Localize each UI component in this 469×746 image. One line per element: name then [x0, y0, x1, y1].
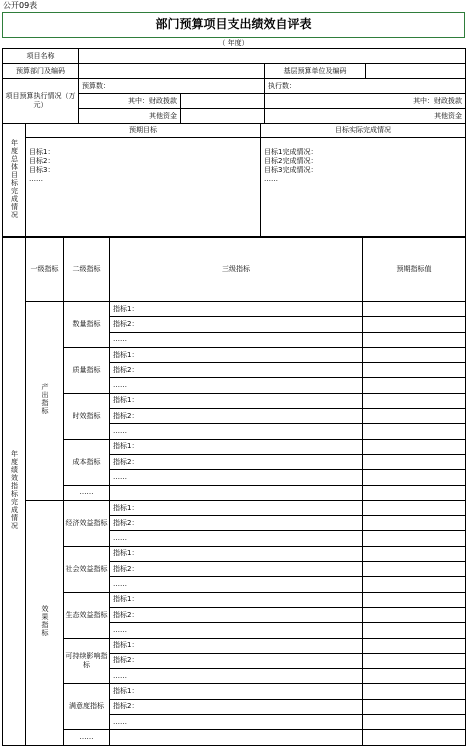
expected-value-cell	[363, 653, 466, 668]
level3-indicator: 指标1：	[110, 393, 363, 408]
level2-extra: ……	[64, 730, 110, 745]
level3-header: 三级指标	[110, 238, 363, 302]
goals-side-text: 年度总体目标完成情况	[10, 138, 19, 219]
level1-output	[26, 302, 64, 501]
actual-header: 目标实际完成情况	[261, 124, 466, 138]
level3-indicator: ……	[110, 332, 363, 347]
project-name-value	[79, 49, 466, 64]
expected-value-cell	[363, 531, 466, 546]
level3-indicator: 指标2：	[110, 409, 363, 424]
expected-header: 预期目标	[26, 124, 261, 138]
level3-indicator: 指标2：	[110, 516, 363, 531]
level2-indicator: 生态效益指标	[64, 592, 110, 638]
level3-extra	[110, 485, 363, 500]
exec-label: 项目预算执行情况（万元）	[3, 79, 79, 124]
indicator-row	[3, 684, 466, 699]
expected-value-cell	[363, 623, 466, 638]
level3-indicator: ……	[110, 623, 363, 638]
indicator-row	[3, 347, 466, 362]
expected-value-cell	[363, 516, 466, 531]
expected-value-cell	[363, 485, 466, 500]
level3-indicator: 指标2：	[110, 454, 363, 469]
level1-output-text: 产出指标	[41, 383, 49, 416]
expected-value-cell	[363, 638, 466, 653]
indicator-row	[3, 638, 466, 653]
level2-indicator: 社会效益指标	[64, 546, 110, 592]
expected-value-cell	[363, 669, 466, 684]
project-name-row	[3, 49, 466, 64]
level3-indicator: 指标1：	[110, 347, 363, 362]
level2-extra: ……	[64, 485, 110, 500]
level3-indicator: 指标1：	[110, 302, 363, 317]
level2-indicator: 满意度指标	[64, 684, 110, 730]
level2-indicator: 经济效益指标	[64, 500, 110, 546]
expected-value-cell	[363, 546, 466, 561]
level1-effect	[26, 500, 64, 745]
budget-row	[3, 79, 466, 94]
goals-header-row	[3, 124, 466, 138]
fiscal-value-1	[181, 94, 265, 109]
indicator-extra-row	[3, 485, 466, 500]
expected-goals-text: 目标1： 目标2： 目标3： ……	[26, 138, 261, 237]
expected-value-cell	[363, 347, 466, 362]
other-label-1: 其他资金	[79, 109, 181, 124]
expected-value-cell	[363, 715, 466, 730]
project-info-table	[2, 48, 466, 124]
expected-value-cell	[363, 439, 466, 454]
level1-effect-text: 效果指标	[41, 605, 49, 638]
level3-indicator: ……	[110, 470, 363, 485]
expected-value-header: 预期指标值	[363, 238, 466, 302]
level2-indicator: 数量指标	[64, 302, 110, 348]
page-title: 部门预算项目支出绩效自评表	[155, 17, 312, 31]
budget-label: 预算数：	[79, 79, 265, 94]
level3-indicator: 指标1：	[110, 439, 363, 454]
level1-header: 一级指标	[26, 238, 64, 302]
level3-indicator: 指标2：	[110, 699, 363, 714]
expected-value-cell	[363, 424, 466, 439]
expected-value-cell	[363, 363, 466, 378]
indicators-table	[2, 237, 466, 746]
indicators-side-label	[3, 238, 26, 746]
dept-label: 预算部门及编码	[3, 64, 79, 79]
level3-indicator: 指标2：	[110, 317, 363, 332]
indicator-row	[3, 546, 466, 561]
dept-value	[79, 64, 265, 79]
document-code: 公开09表	[3, 1, 38, 10]
actual-goals-text: 目标1完成情况： 目标2完成情况： 目标3完成情况： ……	[261, 138, 466, 237]
year-line: （ 年度）	[218, 39, 249, 47]
level2-indicator: 成本指标	[64, 439, 110, 485]
dept-row	[3, 64, 466, 79]
indicator-row	[3, 302, 466, 317]
level3-indicator: 指标2：	[110, 607, 363, 622]
level3-indicator: ……	[110, 531, 363, 546]
other-value-1	[181, 109, 265, 124]
expected-value-cell	[363, 562, 466, 577]
expected-value-cell	[363, 378, 466, 393]
expected-value-cell	[363, 607, 466, 622]
level3-indicator: 指标2：	[110, 363, 363, 378]
goals-content-row	[3, 138, 466, 237]
unit-label: 基层预算单位及编码	[265, 64, 366, 79]
other-label-2: 其他资金	[265, 109, 466, 124]
expected-value-cell	[363, 409, 466, 424]
expected-value-cell	[363, 500, 466, 515]
expected-value-cell	[363, 470, 466, 485]
level3-indicator: 指标1：	[110, 592, 363, 607]
expected-value-cell	[363, 684, 466, 699]
indicator-row	[3, 393, 466, 408]
expected-value-cell	[363, 332, 466, 347]
level3-indicator: ……	[110, 715, 363, 730]
indicator-header-row	[3, 238, 466, 302]
level2-header: 二级指标	[64, 238, 110, 302]
indicator-row	[3, 439, 466, 454]
level3-indicator: 指标1：	[110, 638, 363, 653]
expected-value-cell	[363, 730, 466, 745]
indicator-row	[3, 500, 466, 515]
expected-value-cell	[363, 577, 466, 592]
level3-indicator: ……	[110, 378, 363, 393]
goals-table	[2, 123, 466, 237]
title-cell	[2, 12, 465, 38]
project-name-label: 项目名称	[3, 49, 79, 64]
level2-indicator: 可持续影响指标	[64, 638, 110, 684]
expected-value-cell	[363, 592, 466, 607]
fiscal-label-1: 其中：财政拨款	[79, 94, 181, 109]
indicator-extra-row	[3, 730, 466, 745]
indicators-side-text: 年度绩效指标完成情况	[10, 449, 19, 530]
level3-indicator: ……	[110, 577, 363, 592]
level2-indicator: 质量指标	[64, 347, 110, 393]
level3-indicator: 指标2：	[110, 562, 363, 577]
level3-indicator: 指标1：	[110, 500, 363, 515]
level3-indicator: ……	[110, 669, 363, 684]
expected-value-cell	[363, 454, 466, 469]
level3-indicator: 指标2：	[110, 653, 363, 668]
level3-indicator: 指标1：	[110, 546, 363, 561]
exec-amount-label: 执行数：	[265, 79, 466, 94]
unit-value	[366, 64, 466, 79]
expected-value-cell	[363, 302, 466, 317]
indicator-row	[3, 592, 466, 607]
expected-value-cell	[363, 699, 466, 714]
fiscal-label-2: 其中：财政拨款	[265, 94, 466, 109]
level3-extra	[110, 730, 363, 745]
level3-indicator: 指标1：	[110, 684, 363, 699]
level3-indicator: ……	[110, 424, 363, 439]
level2-indicator: 时效指标	[64, 393, 110, 439]
expected-value-cell	[363, 393, 466, 408]
goals-side-label	[3, 124, 26, 237]
expected-value-cell	[363, 317, 466, 332]
